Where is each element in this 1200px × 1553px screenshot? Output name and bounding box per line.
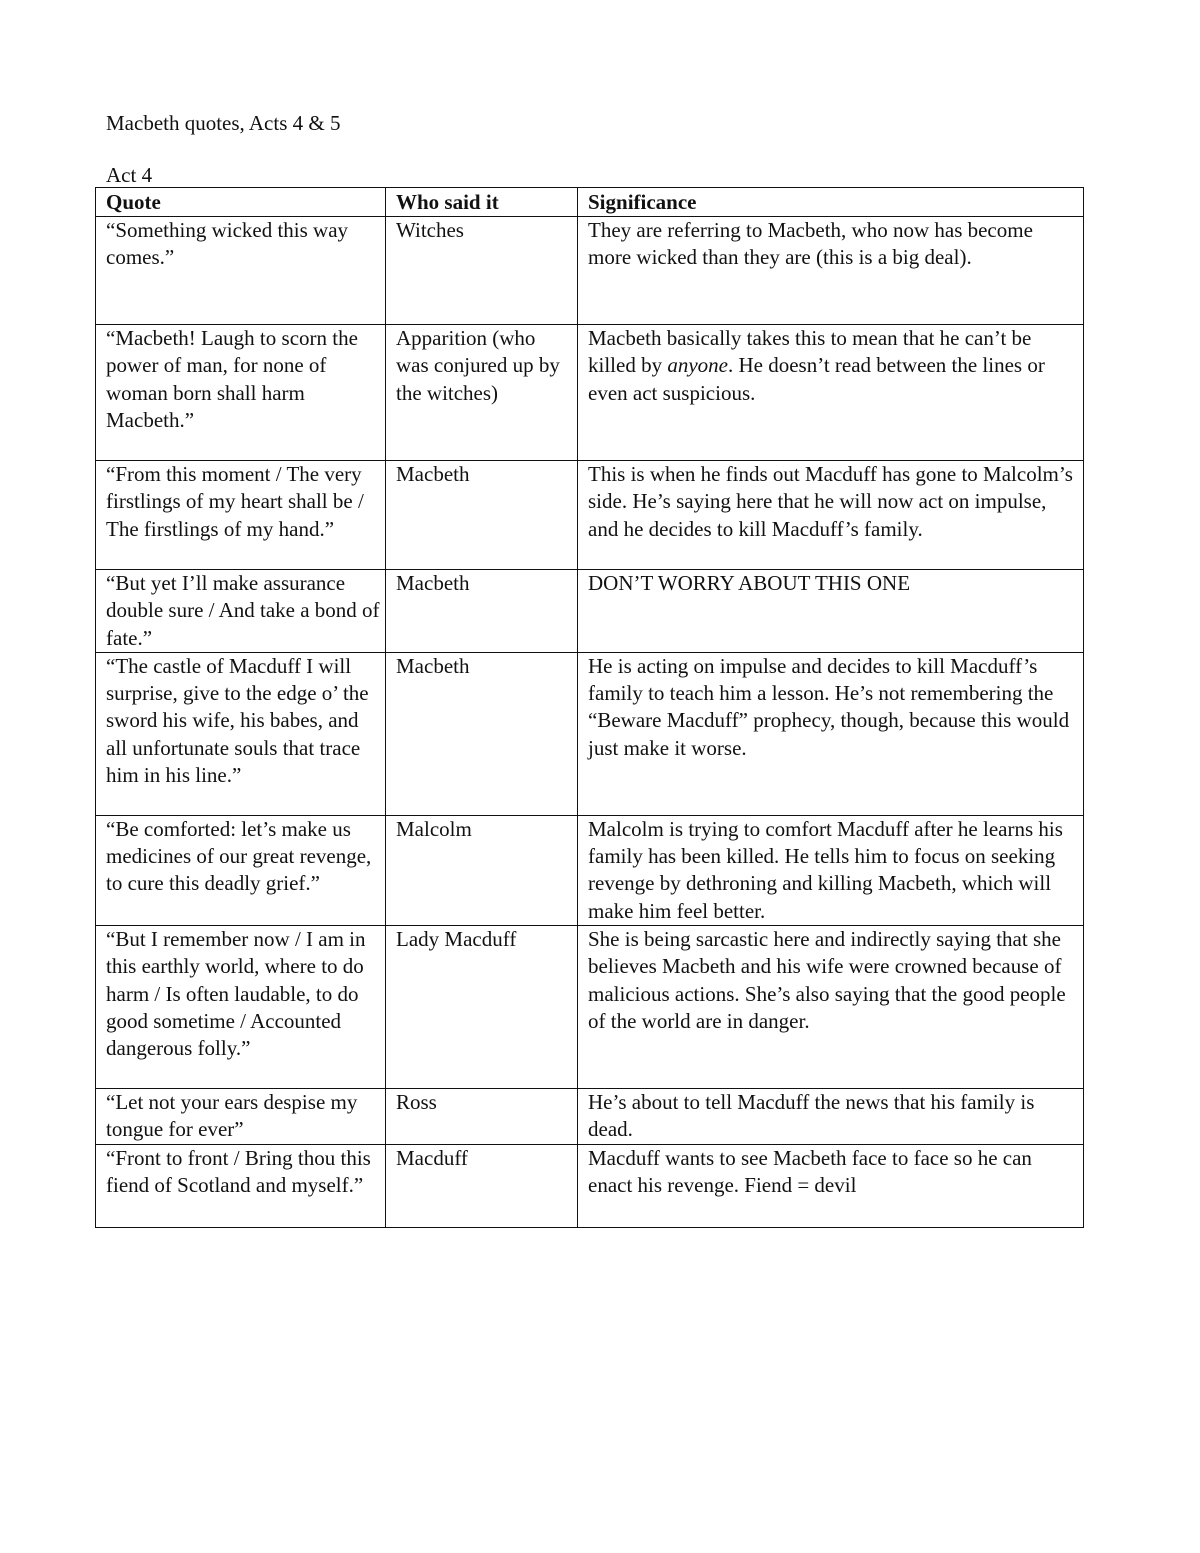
header-significance: Significance <box>578 188 1084 217</box>
quote-cell: “But yet I’ll make assurance double sure / And take a bond of fate.” <box>96 570 386 653</box>
table-row <box>96 217 1084 325</box>
quote-cell: “Front to front / Bring thou this fiend of Scotland and myself.” <box>96 1144 386 1227</box>
speaker-cell: Apparition (who was conjured up by the witches) <box>386 325 578 461</box>
significance-text: Macbeth basically takes this to mean that he can’t be killed by <box>588 326 1032 378</box>
quote-cell: “Be comforted: let’s make us medicines of our great revenge, to cure this deadly grief.” <box>96 815 386 925</box>
table-row <box>96 461 1084 570</box>
header-who-said-it: Who said it <box>386 188 578 217</box>
significance-cell: He is acting on impulse and decides to kill Macduff’s family to teach him a lesson. He’s not remembering the “Beware Macduff” prophecy, though, because this would just make it worse. <box>578 652 1084 815</box>
table-row <box>96 325 1084 461</box>
quote-cell: “Something wicked this way comes.” <box>96 217 386 325</box>
significance-emphasis: anyone <box>667 353 728 378</box>
quote-cell: “Let not your ears despise my tongue for ever” <box>96 1089 386 1145</box>
speaker-cell: Macbeth <box>386 461 578 570</box>
speaker-cell: Lady Macduff <box>386 926 578 1089</box>
speaker-cell: Macduff <box>386 1144 578 1227</box>
table-row <box>96 815 1084 925</box>
table-row <box>96 570 1084 653</box>
speaker-cell: Macbeth <box>386 652 578 815</box>
quote-cell: “The castle of Macduff I will surprise, give to the edge o’ the sword his wife, his babes, and all unfortunate souls that trace him in his line.” <box>96 652 386 815</box>
table-header-row <box>96 188 1084 217</box>
quote-cell: “From this moment / The very firstlings of my heart shall be / The firstlings of my hand.” <box>96 461 386 570</box>
significance-cell: DON’T WORRY ABOUT THIS ONE <box>578 570 1084 653</box>
significance-cell: Macduff wants to see Macbeth face to face so he can enact his revenge. Fiend = devil <box>578 1144 1084 1227</box>
significance-cell <box>578 325 1084 461</box>
significance-text: . He doesn’t read between the lines or even act suspicious. <box>588 353 1045 405</box>
significance-cell: They are referring to Macbeth, who now has become more wicked than they are (this is a big deal). <box>578 217 1084 325</box>
significance-cell: She is being sarcastic here and indirectly saying that she believes Macbeth and his wife were crowned because of malicious actions. She’s also saying that the good people of the world are in danger. <box>578 926 1084 1089</box>
speaker-cell: Malcolm <box>386 815 578 925</box>
speaker-cell: Witches <box>386 217 578 325</box>
significance-cell: Malcolm is trying to comfort Macduff after he learns his family has been killed. He tells him to focus on seeking revenge by dethroning and killing Macbeth, which will make him feel better. <box>578 815 1084 925</box>
quotes-table <box>95 187 1084 1228</box>
speaker-cell: Macbeth <box>386 570 578 653</box>
quote-cell: “But I remember now / I am in this earthly world, where to do harm / Is often laudable, to do good sometime / Accounted dangerous folly.” <box>96 926 386 1089</box>
table-row <box>96 926 1084 1089</box>
significance-cell: This is when he finds out Macduff has gone to Malcolm’s side. He’s saying here that he will now act on impulse, and he decides to kill Macduff’s family. <box>578 461 1084 570</box>
table-row <box>96 652 1084 815</box>
header-quote: Quote <box>96 188 386 217</box>
table-row <box>96 1144 1084 1227</box>
quote-cell: “Macbeth! Laugh to scorn the power of man, for none of woman born shall harm Macbeth.” <box>96 325 386 461</box>
significance-cell: He’s about to tell Macduff the news that his family is dead. <box>578 1089 1084 1145</box>
table-row <box>96 1089 1084 1145</box>
section-label-act-4: Act 4 <box>106 163 153 187</box>
document-title: Macbeth quotes, Acts 4 & 5 <box>106 111 341 135</box>
speaker-cell: Ross <box>386 1089 578 1145</box>
